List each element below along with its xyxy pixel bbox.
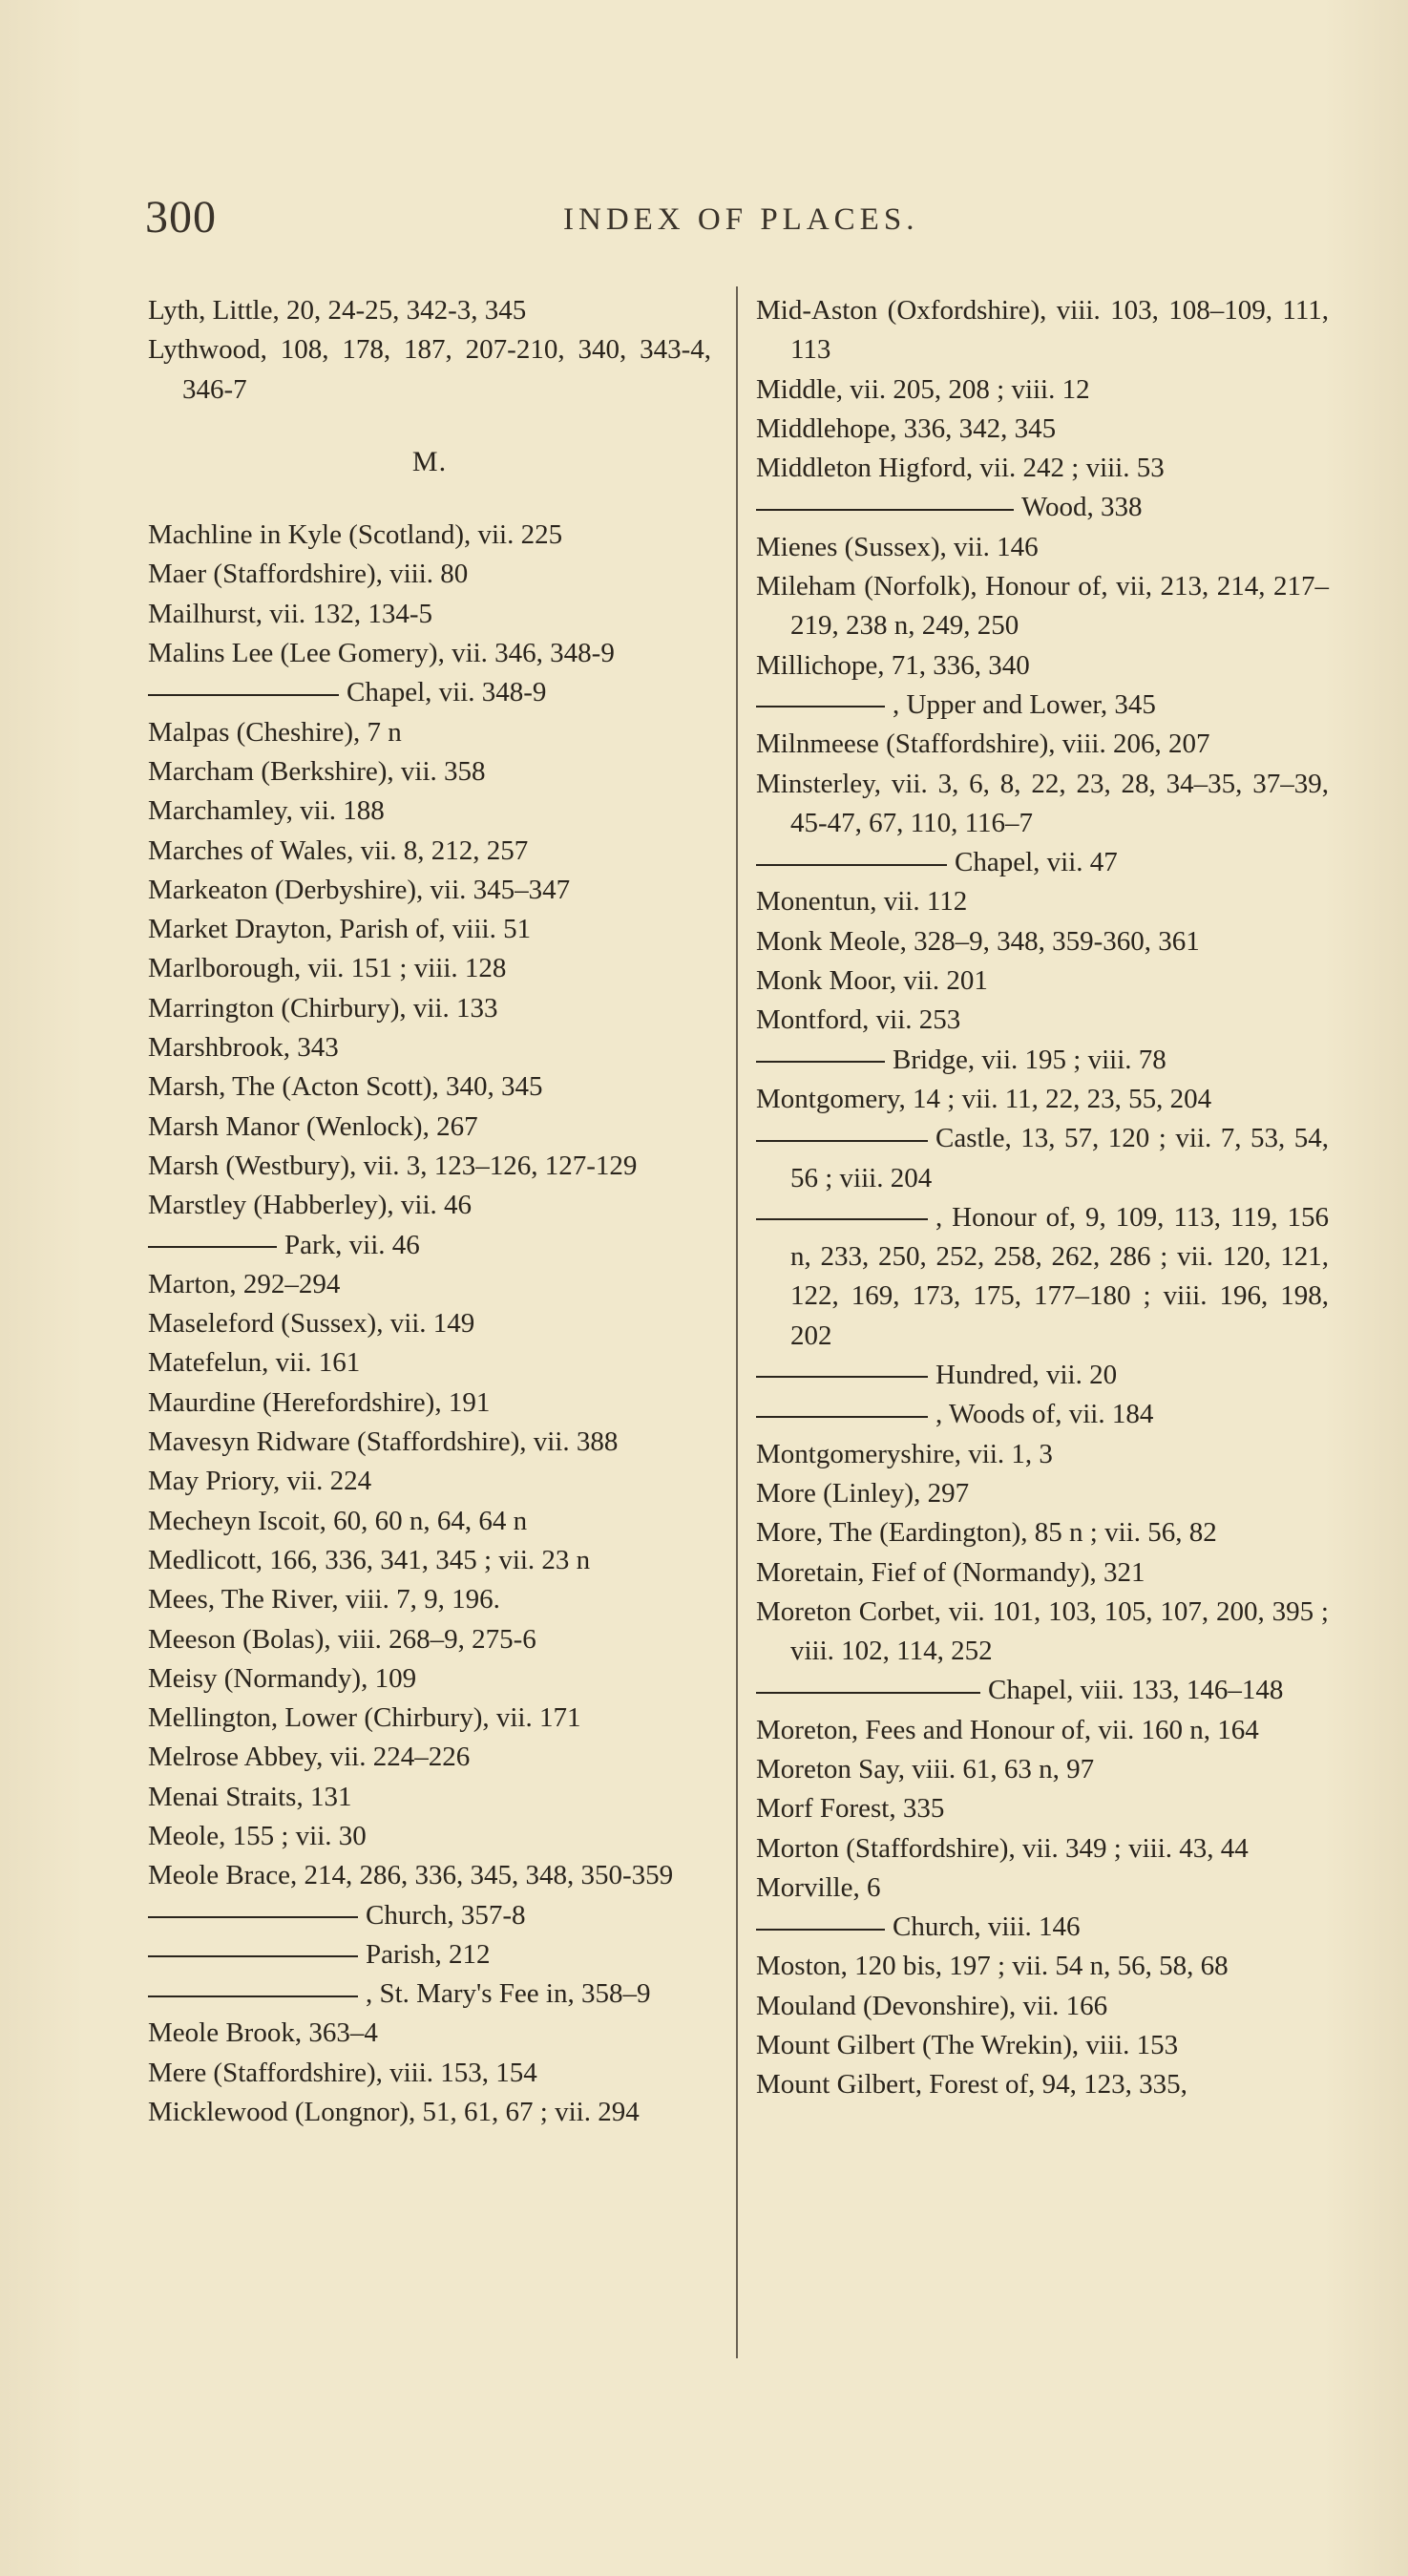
index-entry xyxy=(756,725,1329,764)
index-entry xyxy=(756,922,1329,961)
ditto-rule xyxy=(756,1692,980,1694)
entry-text: Mees, The River, viii. 7, 9, 196. xyxy=(148,1584,500,1615)
entry-text: Mienes (Sussex), vii. 146 xyxy=(756,531,1039,562)
entry-text: Market Drayton, Parish of, viii. 51 xyxy=(148,914,532,945)
entry-text: Mere (Staffordshire), viii. 153, 154 xyxy=(148,2057,537,2088)
entry-text: Marlborough, vii. 151 ; viii. 128 xyxy=(148,953,507,984)
index-entry xyxy=(756,1789,1329,1828)
index-entry xyxy=(756,1474,1329,1513)
entry-text: Hundred, vii. 20 xyxy=(935,1360,1118,1391)
ditto-rule xyxy=(148,1955,358,1957)
entry-text: Marsh, The (Acton Scott), 340, 345 xyxy=(148,1071,543,1103)
entry-text: Marchamley, vii. 188 xyxy=(148,795,385,827)
entry-text: Malins Lee (Lee Gomery), vii. 346, 348-9 xyxy=(148,638,615,669)
entry-text: Marcham (Berkshire), vii. 358 xyxy=(148,755,486,787)
index-entry xyxy=(148,2093,711,2132)
entry-text: Middle, vii. 205, 208 ; viii. 12 xyxy=(756,373,1090,405)
entry-text: Mileham (Norfolk), Honour of, vii, 213, 214, 217–219, 238 n, 249, 250 xyxy=(756,571,1329,642)
index-column-right xyxy=(756,291,1329,2105)
index-subentry xyxy=(756,1395,1329,1434)
index-entry xyxy=(756,1711,1329,1750)
entry-text: Meisy (Normandy), 109 xyxy=(148,1662,417,1694)
index-entry xyxy=(148,1067,711,1107)
index-subentry xyxy=(756,1198,1329,1356)
entry-text: Moreton Corbet, vii. 101, 103, 105, 107, 200, 395 ; viii. 102, 114, 252 xyxy=(756,1595,1329,1667)
entry-text: Wood, 338 xyxy=(1021,492,1143,523)
entry-text: More, The (Eardington), 85 n ; vii. 56, 82 xyxy=(756,1517,1217,1549)
index-entry xyxy=(148,1620,711,1659)
entry-text: Menai Straits, 131 xyxy=(148,1781,352,1812)
entry-text: Markeaton (Derbyshire), vii. 345–347 xyxy=(148,874,571,905)
index-entry xyxy=(148,516,711,555)
entry-text: , St. Mary's Fee in, 358–9 xyxy=(366,1978,651,2010)
entry-text: Marshbrook, 343 xyxy=(148,1032,339,1064)
entry-text: Malpas (Cheshire), 7 n xyxy=(148,716,402,748)
index-entry xyxy=(148,1186,711,1225)
entry-text: Moretain, Fief of (Normandy), 321 xyxy=(756,1556,1145,1588)
entry-text: Marsh Manor (Wenlock), 267 xyxy=(148,1110,478,1142)
entry-text: Marrington (Chirbury), vii. 133 xyxy=(148,992,498,1024)
entry-text: Church, 357-8 xyxy=(366,1899,526,1931)
entry-text: Castle, 13, 57, 120 ; vii. 7, 53, 54, 56 ; viii. 204 xyxy=(790,1123,1329,1193)
index-subentry xyxy=(756,488,1329,527)
index-entry xyxy=(756,2065,1329,2104)
index-entry xyxy=(148,1541,711,1580)
entry-text: Maseleford (Sussex), vii. 149 xyxy=(148,1308,475,1340)
ditto-rule xyxy=(756,1140,928,1142)
entry-text: Moston, 120 bis, 197 ; vii. 54 n, 56, 58, 68 xyxy=(756,1951,1229,1982)
entry-text: Machline in Kyle (Scotland), vii. 225 xyxy=(148,519,563,551)
entry-text: Moreton, Fees and Honour of, vii. 160 n, 164 xyxy=(756,1714,1259,1745)
index-entry xyxy=(756,1553,1329,1593)
ditto-rule xyxy=(756,1218,928,1220)
index-subentry xyxy=(756,1356,1329,1395)
entry-text: , Woods of, vii. 184 xyxy=(935,1399,1154,1430)
index-entry xyxy=(148,871,711,910)
index-entry xyxy=(148,1423,711,1462)
index-entry xyxy=(148,1265,711,1304)
entry-text: Minsterley, vii. 3, 6, 8, 22, 23, 28, 34–35, 37–39, 45-47, 67, 110, 116–7 xyxy=(756,768,1329,838)
ditto-rule xyxy=(148,1246,277,1248)
entry-text: Chapel, vii. 47 xyxy=(955,847,1118,878)
ditto-rule xyxy=(756,864,947,866)
index-entry xyxy=(148,910,711,949)
index-entry xyxy=(148,713,711,752)
index-subentry xyxy=(756,1908,1329,1947)
index-entry xyxy=(148,1147,711,1186)
index-entry xyxy=(756,1987,1329,2026)
index-subentry xyxy=(148,673,711,712)
index-entry xyxy=(756,1829,1329,1869)
index-column-left xyxy=(148,291,711,2132)
entry-text: Morton (Staffordshire), vii. 349 ; viii. 43, 44 xyxy=(756,1832,1249,1864)
index-entry xyxy=(756,449,1329,488)
index-entry xyxy=(756,1750,1329,1789)
entry-text: Marsh (Westbury), vii. 3, 123–126, 127-129 xyxy=(148,1150,638,1181)
index-entry xyxy=(756,1513,1329,1552)
ditto-rule xyxy=(756,1061,885,1063)
entry-text: Millichope, 71, 336, 340 xyxy=(756,649,1030,681)
entry-text: Meole Brook, 363–4 xyxy=(148,2017,378,2049)
index-entry xyxy=(148,2014,711,2053)
index-entry xyxy=(756,765,1329,844)
index-entry xyxy=(148,1699,711,1738)
index-entry xyxy=(756,528,1329,567)
entry-text: Middleton Higford, vii. 242 ; viii. 53 xyxy=(756,453,1165,484)
index-entry xyxy=(756,1869,1329,1908)
ditto-rule xyxy=(756,1929,885,1931)
index-entry xyxy=(756,1080,1329,1119)
index-entry xyxy=(148,1659,711,1699)
index-entry xyxy=(756,410,1329,449)
index-entry xyxy=(756,370,1329,410)
entry-text: Mailhurst, vii. 132, 134-5 xyxy=(148,598,433,629)
entry-text: Church, viii. 146 xyxy=(893,1911,1081,1943)
entry-text: Mount Gilbert, Forest of, 94, 123, 335, xyxy=(756,2069,1187,2101)
running-title: INDEX OF PLACES. xyxy=(563,202,919,237)
index-entry xyxy=(756,1001,1329,1040)
index-entry xyxy=(148,2054,711,2093)
index-subentry xyxy=(756,843,1329,882)
ditto-rule xyxy=(756,1416,928,1418)
index-entry xyxy=(148,291,711,330)
entry-text: Mount Gilbert (The Wrekin), viii. 153 xyxy=(756,2030,1179,2061)
entry-text: , Honour of, 9, 109, 113, 119, 156 n, 233, 250, 252, 258, 262, 286 ; vii. 120, 121, 122, 169, 173, 175, 177–180 ; viii. 196, 198, 202 xyxy=(790,1201,1329,1351)
entry-text: Matefelun, vii. 161 xyxy=(148,1347,361,1379)
entry-text: Mouland (Devonshire), vii. 166 xyxy=(756,1990,1108,2021)
index-entry xyxy=(148,1028,711,1067)
index-subentry xyxy=(756,1119,1329,1198)
index-subentry xyxy=(148,1935,711,1974)
index-subentry xyxy=(756,1671,1329,1710)
entry-text: Melrose Abbey, vii. 224–226 xyxy=(148,1742,471,1773)
entry-text: Maurdine (Herefordshire), 191 xyxy=(148,1386,491,1418)
ditto-rule xyxy=(756,706,885,707)
entry-text: Chapel, vii. 348-9 xyxy=(347,677,547,708)
entry-text: Monk Moor, vii. 201 xyxy=(756,965,988,997)
index-entry xyxy=(756,1435,1329,1474)
index-entry xyxy=(148,949,711,988)
index-entry xyxy=(148,1304,711,1343)
entry-text: Meole Brace, 214, 286, 336, 345, 348, 350-359 xyxy=(148,1860,674,1891)
entry-text: Parish, 212 xyxy=(366,1938,491,1970)
index-entry xyxy=(148,595,711,634)
entry-text: Middlehope, 336, 342, 345 xyxy=(756,412,1057,444)
index-entry xyxy=(148,792,711,831)
index-entry xyxy=(148,1383,711,1423)
index-entry xyxy=(148,989,711,1028)
entry-text: Maer (Staffordshire), viii. 80 xyxy=(148,559,469,590)
entry-text: Mecheyn Iscoit, 60, 60 n, 64, 64 n xyxy=(148,1505,528,1536)
index-entry xyxy=(756,567,1329,646)
index-entry xyxy=(756,1593,1329,1672)
index-entry xyxy=(756,291,1329,370)
index-subentry xyxy=(756,1041,1329,1080)
index-subentry xyxy=(756,686,1329,725)
index-entry xyxy=(148,1502,711,1541)
index-subentry xyxy=(148,1896,711,1935)
entry-text: Morf Forest, 335 xyxy=(756,1793,945,1825)
entry-text: Micklewood (Longnor), 51, 61, 67 ; vii. 294 xyxy=(148,2097,640,2128)
index-entry xyxy=(148,752,711,792)
entry-text: Marches of Wales, vii. 8, 212, 257 xyxy=(148,834,529,866)
entry-text: More (Linley), 297 xyxy=(756,1477,970,1509)
ditto-rule xyxy=(756,1376,928,1378)
entry-text: Mavesyn Ridware (Staffordshire), vii. 388 xyxy=(148,1426,619,1458)
index-entry xyxy=(148,1738,711,1777)
index-entry xyxy=(756,961,1329,1001)
index-entry xyxy=(148,832,711,871)
entry-text: Marton, 292–294 xyxy=(148,1268,341,1299)
index-entry xyxy=(148,1856,711,1895)
index-entry xyxy=(756,882,1329,921)
index-entry xyxy=(148,1343,711,1383)
entry-text: , Upper and Lower, 345 xyxy=(893,688,1156,720)
entry-text: Meeson (Bolas), viii. 268–9, 275-6 xyxy=(148,1623,536,1655)
entry-text: Morville, 6 xyxy=(756,1871,881,1903)
index-entry xyxy=(148,1817,711,1856)
entry-text: May Priory, vii. 224 xyxy=(148,1466,372,1497)
entry-text: Medlicott, 166, 336, 341, 345 ; vii. 23 n xyxy=(148,1544,591,1575)
index-subentry xyxy=(148,1226,711,1265)
entry-text: Park, vii. 46 xyxy=(284,1229,420,1260)
entry-text: Montgomery, 14 ; vii. 11, 22, 23, 55, 204 xyxy=(756,1083,1212,1114)
index-entry xyxy=(148,1580,711,1619)
entry-text: Moreton Say, viii. 61, 63 n, 97 xyxy=(756,1753,1095,1784)
index-entry xyxy=(148,634,711,673)
index-entry xyxy=(148,1108,711,1147)
entry-text: Lyth, Little, 20, 24-25, 342-3, 345 xyxy=(148,295,527,326)
entry-text: Chapel, viii. 133, 146–148 xyxy=(988,1675,1284,1706)
index-subentry xyxy=(148,1974,711,2014)
index-entry xyxy=(756,2026,1329,2065)
entry-text: Montgomeryshire, vii. 1, 3 xyxy=(756,1438,1053,1469)
index-entry xyxy=(148,555,711,594)
column-divider xyxy=(736,286,738,2358)
ditto-rule xyxy=(148,1995,358,1997)
section-heading: M. xyxy=(411,445,448,477)
index-entry xyxy=(148,330,711,410)
ditto-rule xyxy=(756,509,1014,511)
entry-text: Mid-Aston (Oxfordshire), viii. 103, 108–109, 111, 113 xyxy=(756,295,1329,366)
entry-text: Bridge, vii. 195 ; viii. 78 xyxy=(893,1044,1166,1075)
entry-text: Mellington, Lower (Chirbury), vii. 171 xyxy=(148,1702,581,1734)
entry-text: Lythwood, 108, 178, 187, 207-210, 340, 343-4, 346-7 xyxy=(148,334,711,405)
entry-text: Marstley (Habberley), vii. 46 xyxy=(148,1190,473,1221)
ditto-rule xyxy=(148,694,339,696)
entry-text: Monentun, vii. 112 xyxy=(756,886,968,918)
entry-text: Monk Meole, 328–9, 348, 359-360, 361 xyxy=(756,925,1200,957)
entry-text: Montford, vii. 253 xyxy=(756,1004,961,1036)
page-number: 300 xyxy=(145,192,217,243)
index-entry xyxy=(148,1462,711,1501)
index-entry xyxy=(148,1778,711,1817)
index-entry xyxy=(756,1947,1329,1986)
entry-text: Milnmeese (Staffordshire), viii. 206, 207 xyxy=(756,728,1210,760)
ditto-rule xyxy=(148,1916,358,1918)
index-entry xyxy=(756,646,1329,686)
entry-text: Meole, 155 ; vii. 30 xyxy=(148,1820,367,1851)
